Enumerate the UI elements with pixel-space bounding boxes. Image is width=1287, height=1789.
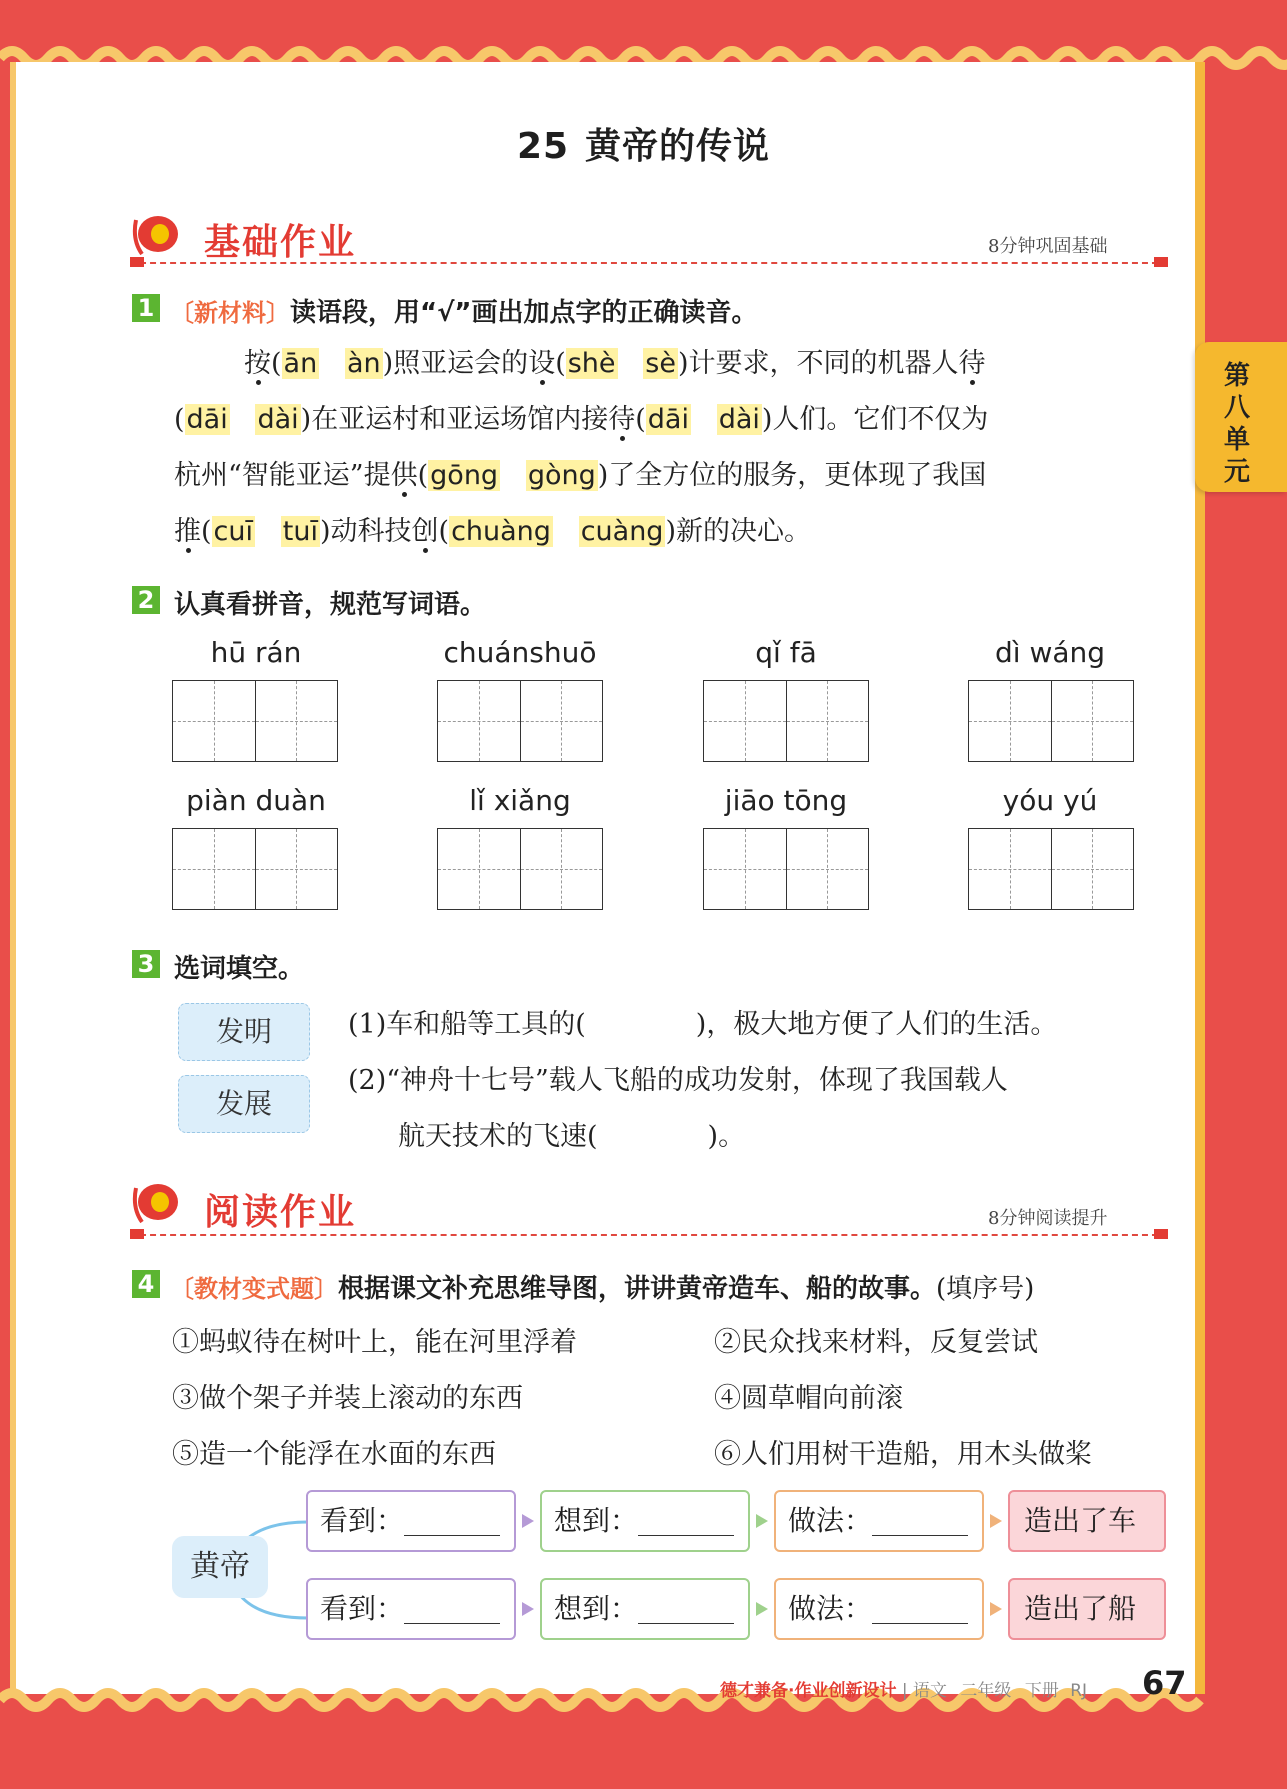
box-label: 做法：	[788, 1504, 873, 1537]
page-title	[0, 118, 1287, 169]
pinyin-option[interactable]: dāi	[186, 404, 228, 435]
pinyin-label: yóu yú	[1002, 784, 1098, 817]
question-prompt-text: 读语段，用“√”画出加点字的正确读音。	[290, 298, 758, 328]
page-number: 67	[1142, 1664, 1187, 1702]
pinyin-option[interactable]: shè	[567, 348, 616, 379]
pinyin-label: hū rán	[210, 636, 302, 669]
question-prompt	[170, 292, 758, 329]
unit-side-tab[interactable]	[1195, 342, 1287, 492]
reading-text: 了全方位的服务，更体现了我国	[608, 460, 987, 491]
answer-blank[interactable]	[638, 1509, 734, 1536]
writing-grid[interactable]	[172, 680, 338, 762]
option-2: ②民众找来材料，反复尝试	[714, 1327, 1038, 1358]
reading-line-2: (dāi dài)在亚运村和亚运场馆内接待(dāi dài)人们。它们不仅为	[174, 404, 989, 435]
fill-sentence-1	[348, 1002, 1057, 1041]
writing-grid[interactable]	[437, 680, 603, 762]
box-label: 想到：	[554, 1504, 639, 1537]
method-box-boat[interactable]	[774, 1578, 984, 1640]
pinyin-option[interactable]: cuàng	[580, 516, 664, 547]
question-prompt	[170, 1268, 1034, 1305]
dotted-char: 按	[244, 348, 271, 379]
fill-sentence-2-cont	[398, 1114, 745, 1153]
reading-line-3: 杭州“智能亚运”提供(gōng gòng)了全方位的服务，更体现了我国	[174, 460, 987, 491]
question-prompt: 认真看拼音，规范写词语。	[174, 590, 487, 620]
sentence-text: 航天技术的飞速(	[398, 1121, 598, 1152]
writing-grid[interactable]	[437, 828, 603, 910]
see-box-car[interactable]	[306, 1490, 516, 1552]
word-choice-faming[interactable]: 发明	[178, 1003, 310, 1061]
option-3: ③做个架子并装上滚动的东西	[172, 1383, 523, 1414]
reading-text: 照亚运会的	[393, 348, 529, 379]
dotted-char: 待	[958, 348, 986, 379]
arrow-right-icon	[756, 1602, 768, 1616]
divider-cap-right	[1154, 1229, 1168, 1239]
pinyin-option[interactable]: sè	[645, 348, 676, 379]
section-reading-title: 阅读作业	[204, 1192, 357, 1233]
section-divider	[130, 1234, 1168, 1236]
see-box-boat[interactable]	[306, 1578, 516, 1640]
answer-blank[interactable]	[638, 1597, 734, 1624]
section-basic-subtitle: 8分钟巩固基础	[988, 236, 1108, 257]
section-basic-title: 基础作业	[204, 222, 357, 263]
mindmap-root: 黄帝	[172, 1536, 268, 1598]
reading-text: 人们。它们不仅为	[772, 404, 989, 435]
footer-brand: 德才兼备·作业创新设计	[720, 1681, 897, 1701]
pinyin-option[interactable]: dāi	[647, 404, 689, 435]
divider-cap-right	[1154, 257, 1168, 267]
answer-blank[interactable]	[404, 1597, 500, 1624]
option-4: ④圆草帽向前滚	[714, 1383, 903, 1414]
answer-blank[interactable]	[872, 1509, 968, 1536]
question-number: 4	[132, 1270, 160, 1298]
answer-blank[interactable]	[872, 1597, 968, 1624]
answer-blank[interactable]	[404, 1509, 500, 1536]
sentence-text: )，极大地方便了人们的生活。	[695, 1009, 1058, 1040]
writing-grid[interactable]	[703, 828, 869, 910]
reading-line-4: 推(cuī tuī)动科技创(chuàng cuàng)新的决心。	[174, 516, 811, 547]
box-label: 想到：	[554, 1592, 639, 1625]
writing-grid[interactable]	[968, 828, 1134, 910]
pinyin-option[interactable]: ān	[283, 348, 318, 379]
writing-grid[interactable]	[703, 680, 869, 762]
pinyin-option[interactable]: cuī	[213, 516, 254, 547]
fill-sentence-2: (2)“神舟十七号”载人飞船的成功发射，体现了我国载人	[348, 1065, 1008, 1096]
pinyin-label: piàn duàn	[186, 784, 326, 817]
pinyin-option[interactable]: dài	[257, 404, 299, 435]
arrow-right-icon	[522, 1602, 534, 1616]
footer-term: 下册	[1024, 1681, 1059, 1701]
sentence-text: )。	[707, 1121, 746, 1152]
divider-cap-left	[130, 257, 144, 267]
section-divider	[130, 262, 1168, 264]
think-box-car[interactable]	[540, 1490, 750, 1552]
writing-grid[interactable]	[172, 828, 338, 910]
pinyin-label: jiāo tōng	[724, 784, 848, 817]
pinyin-option[interactable]: chuàng	[451, 516, 551, 547]
question-number: 2	[132, 586, 160, 614]
footer-subject: 语文	[913, 1681, 948, 1701]
lesson-number: 25	[516, 126, 570, 167]
pinyin-option[interactable]: gōng	[430, 460, 499, 491]
pinyin-option[interactable]: dài	[718, 404, 760, 435]
divider-cap-left	[130, 1229, 144, 1239]
question-number: 1	[132, 294, 160, 322]
lesson-title: 黄帝的传说	[585, 126, 771, 167]
question-tag: 〔教材变式题〕	[170, 1274, 338, 1303]
pinyin-option[interactable]: gòng	[527, 460, 596, 491]
method-box-car[interactable]	[774, 1490, 984, 1552]
question-prompt-note: (填序号)	[936, 1274, 1035, 1304]
footer-info: 德才兼备·作业创新设计 | 语文 二年级 下册 RJ	[720, 1681, 1088, 1701]
word-choice-fazhan[interactable]: 发展	[178, 1075, 310, 1133]
dotted-char: 推	[174, 516, 201, 547]
writing-grid[interactable]	[968, 680, 1134, 762]
question-prompt: 选词填空。	[174, 954, 305, 984]
reading-text: 在亚运村和亚运场馆内接	[311, 404, 609, 435]
sentence-text: (1)车和船等工具的(	[348, 1009, 586, 1040]
unit-side-tab-label: 第八单元	[1223, 361, 1250, 487]
question-prompt-text: 根据课文补充思维导图，讲讲黄帝造车、船的故事。	[338, 1274, 937, 1304]
reading-text: 动科技	[330, 516, 412, 547]
box-label: 看到：	[320, 1592, 405, 1625]
lantern-icon	[130, 1178, 180, 1226]
lantern-icon	[130, 210, 180, 258]
footer-grade: 二年级	[960, 1681, 1012, 1701]
question-number: 3	[132, 950, 160, 978]
think-box-boat[interactable]	[540, 1578, 750, 1640]
box-label: 做法：	[788, 1592, 873, 1625]
pinyin-label: chuánshuō	[443, 636, 597, 669]
box-label: 看到：	[320, 1504, 405, 1537]
arrow-right-icon	[522, 1514, 534, 1528]
reading-text: 计要求，不同的机器人	[688, 348, 959, 379]
result-box-car: 造出了车	[1008, 1490, 1166, 1552]
arrow-right-icon	[990, 1602, 1002, 1616]
pinyin-label: qǐ fā	[755, 636, 817, 669]
question-tag: 〔新材料〕	[170, 298, 290, 327]
dotted-char: 供	[390, 460, 418, 491]
dotted-char: 设	[528, 348, 556, 379]
footer-edition: RJ	[1070, 1681, 1088, 1701]
pinyin-option[interactable]: tuī	[282, 516, 318, 547]
bottom-wave-border	[0, 1680, 1287, 1720]
dotted-char: 创	[411, 516, 439, 547]
pinyin-label: lǐ xiǎng	[469, 784, 571, 817]
option-6: ⑥人们用树干造船，用木头做桨	[714, 1439, 1092, 1470]
option-1: ①蚂蚁待在树叶上，能在河里浮着	[172, 1327, 577, 1358]
section-reading-subtitle: 8分钟阅读提升	[988, 1208, 1108, 1229]
pinyin-label: dì wáng	[994, 636, 1106, 669]
option-5: ⑤造一个能浮在水面的东西	[172, 1439, 496, 1470]
arrow-right-icon	[756, 1514, 768, 1528]
reading-text: 新的决心。	[676, 516, 811, 547]
dotted-char: 待	[608, 404, 636, 435]
pinyin-option[interactable]: àn	[346, 348, 381, 379]
reading-line-1: 按(ān àn)照亚运会的设(shè sè)计要求，不同的机器人待	[244, 348, 986, 379]
arrow-right-icon	[990, 1514, 1002, 1528]
result-box-boat: 造出了船	[1008, 1578, 1166, 1640]
reading-text: 杭州“智能亚运”提	[174, 460, 391, 491]
